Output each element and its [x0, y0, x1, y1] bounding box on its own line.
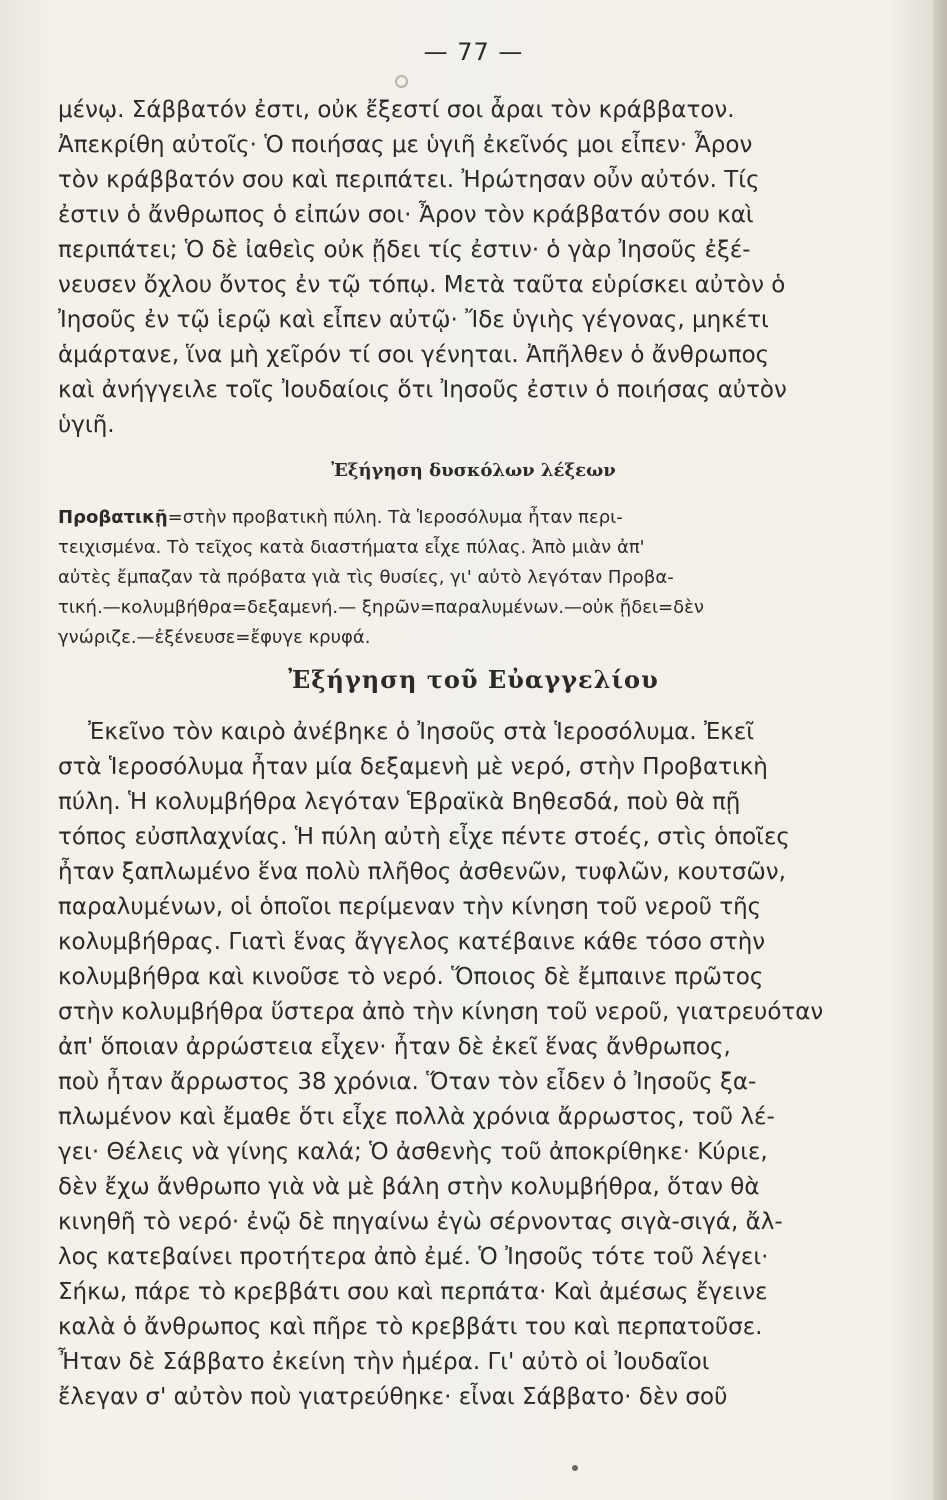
text-line: Ἐκεῖνο τὸν καιρὸ ἀνέβηκε ὁ Ἰησοῦς στὰ Ἱεροσόλυμα. Ἐκεῖ	[88, 719, 755, 745]
glossary-definition: =στὴν προβατικὴ πύλη. Τὰ Ἱεροσόλυμα ἦταν περι-	[167, 507, 623, 528]
text-line: μένῳ. Σάββατόν ἐστι, οὐκ ἔξεστί σοι ἆραι τὸν κράββατον.	[58, 97, 735, 123]
glossary-heading: Ἐξήγηση δυσκόλων λέξεων	[331, 460, 616, 481]
glossary-term: Προβατικῇ	[58, 507, 168, 528]
text-line: ἐστιν ὁ ἄνθρωπος ὁ εἰπών σοι· Ἆρον τὸν κράββατόν σου καὶ	[58, 202, 754, 228]
text-line: Ἰησοῦς ἐν τῷ ἱερῷ καὶ εἶπεν αὐτῷ· Ἴδε ὑγιὴς γέγονας, μηκέτι	[58, 307, 769, 333]
text-line: ἦταν ξαπλωμένο ἕνα πολὺ πλῆθος ἀσθενῶν, τυφλῶν, κουτσῶν,	[58, 859, 786, 885]
text-line: πύλη. Ἡ κολυμβήθρα λεγόταν Ἑβραϊκὰ Βηθεσδά, ποὺ θὰ πῇ	[58, 789, 741, 815]
text-line: πλωμένον καὶ ἔμαθε ὅτι εἶχε πολλὰ χρόνια ἄρρωστος, τοῦ λέ-	[58, 1104, 775, 1130]
section-heading: Ἐξήγηση τοῦ Εὐαγγελίου	[288, 665, 659, 694]
text-line: περιπάτει; Ὁ δὲ ἰαθεὶς οὐκ ᾔδει τίς ἐστιν· ὁ γὰρ Ἰησοῦς ἐξέ-	[58, 237, 751, 263]
ink-speck	[395, 75, 408, 88]
text-line: λος κατεβαίνει προτήτερα ἀπὸ ἐμέ. Ὁ Ἰησοῦς τότε τοῦ λέγει·	[58, 1244, 769, 1270]
text-line: ἔλεγαν σ' αὐτὸν ποὺ γιατρεύθηκε· εἶναι Σάββατο· δὲν σοῦ	[58, 1384, 728, 1410]
glossary-definition: αὐτὲς ἔμπαζαν τὰ πρόβατα γιὰ τὶς θυσίες, γι' αὐτὸ λεγόταν Προβα-	[58, 567, 674, 588]
text-line: δὲν ἔχω ἄνθρωπο γιὰ νὰ μὲ βάλη στὴν κολυμβήθρα, ὅταν θὰ	[58, 1174, 760, 1200]
glossary-line	[58, 566, 858, 590]
text-line: ἁμάρτανε, ἵνα μὴ χεῖρόν τί σοι γένηται. Ἀπῆλθεν ὁ ἄνθρωπος	[58, 342, 770, 368]
text-line: κολυμβήθρας. Γιατὶ ἕνας ἄγγελος κατέβαινε κάθε τόσο στὴν	[58, 929, 766, 955]
glossary-definition: γνώριζε.—ἐξένευσε=ἔφυγε κρυφά.	[58, 627, 371, 648]
text-line: τόπος εὐσπλαχνίας. Ἡ πύλη αὐτὴ εἶχε πέντε στοές, στὶς ὁποῖες	[58, 824, 790, 850]
text-line: νευσεν ὄχλου ὄντος ἐν τῷ τόπῳ. Μετὰ ταῦτα εὑρίσκει αὐτὸν ὁ	[58, 272, 786, 298]
text-line: ὑγιῆ.	[58, 412, 115, 438]
glossary-line	[58, 626, 858, 650]
glossary-definition: τική.—κολυμβήθρα=δεξαμενή.— ξηρῶν=παραλυμένων.—οὐκ ᾔδει=δὲν	[58, 597, 704, 618]
text-line: Ἦταν δὲ Σάββατο ἐκείνη τὴν ἡμέρα. Γι' αὐτὸ οἱ Ἰουδαῖοι	[58, 1349, 710, 1375]
ink-speck	[572, 1465, 578, 1471]
text-line: ποὺ ἦταν ἄρρωστος 38 χρόνια. Ὅταν τὸν εἶδεν ὁ Ἰησοῦς ξα-	[58, 1069, 757, 1095]
text-line: τὸν κράββατόν σου καὶ περιπάτει. Ἠρώτησαν οὖν αὐτόν. Τίς	[58, 167, 760, 193]
text-line: στὴν κολυμβήθρα ὕστερα ἀπὸ τὴν κίνηση τοῦ νεροῦ, γιατρευόταν	[58, 999, 824, 1025]
text-line: κινηθῆ τὸ νερό· ἐνῷ δὲ πηγαίνω ἐγὼ σέρνοντας σιγὰ-σιγά, ἄλ-	[58, 1209, 783, 1235]
glossary-definition: τειχισμένα. Τὸ τεῖχος κατὰ διαστήματα εἶχε πύλας. Ἀπὸ μιὰν ἀπ'	[58, 537, 645, 558]
page-spine-shadow	[933, 0, 947, 1500]
text-line: στὰ Ἱεροσόλυμα ἦταν μία δεξαμενὴ μὲ νερό, στὴν Προβατικὴ	[58, 754, 768, 780]
text-line: Σήκω, πάρε τὸ κρεββάτι σου καὶ περπάτα· Καὶ ἀμέσως ἔγεινε	[58, 1279, 768, 1305]
text-line: κολυμβήθρα καὶ κινοῦσε τὸ νερό. Ὅποιος δὲ ἔμπαινε πρῶτος	[58, 964, 764, 990]
glossary-line	[58, 596, 858, 620]
text-line: καλὰ ὁ ἄνθρωπος καὶ πῆρε τὸ κρεββάτι του καὶ περπατοῦσε.	[58, 1314, 763, 1340]
page-number: — 77 —	[423, 38, 524, 66]
text-line: καὶ ἀνήγγειλε τοῖς Ἰουδαίοις ὅτι Ἰησοῦς ἐστιν ὁ ποιήσας αὐτὸν	[58, 377, 787, 403]
text-line: ἀπ' ὅποιαν ἀρρώστεια εἶχεν· ἦταν δὲ ἐκεῖ ἕνας ἄνθρωπος,	[58, 1034, 731, 1060]
text-line: Ἀπεκρίθη αὐτοῖς· Ὁ ποιήσας με ὑγιῆ ἐκεῖνός μοι εἶπεν· Ἆρον	[58, 132, 753, 158]
text-line: παραλυμένων, οἱ ὁποῖοι περίμεναν τὴν κίνηση τοῦ νεροῦ τῆς	[58, 894, 762, 920]
text-line: γει· Θέλεις νὰ γίνης καλά; Ὁ ἀσθενὴς τοῦ ἀποκρίθηκε· Κύριε,	[58, 1139, 768, 1165]
glossary-line	[58, 506, 858, 530]
glossary-line	[58, 536, 858, 560]
